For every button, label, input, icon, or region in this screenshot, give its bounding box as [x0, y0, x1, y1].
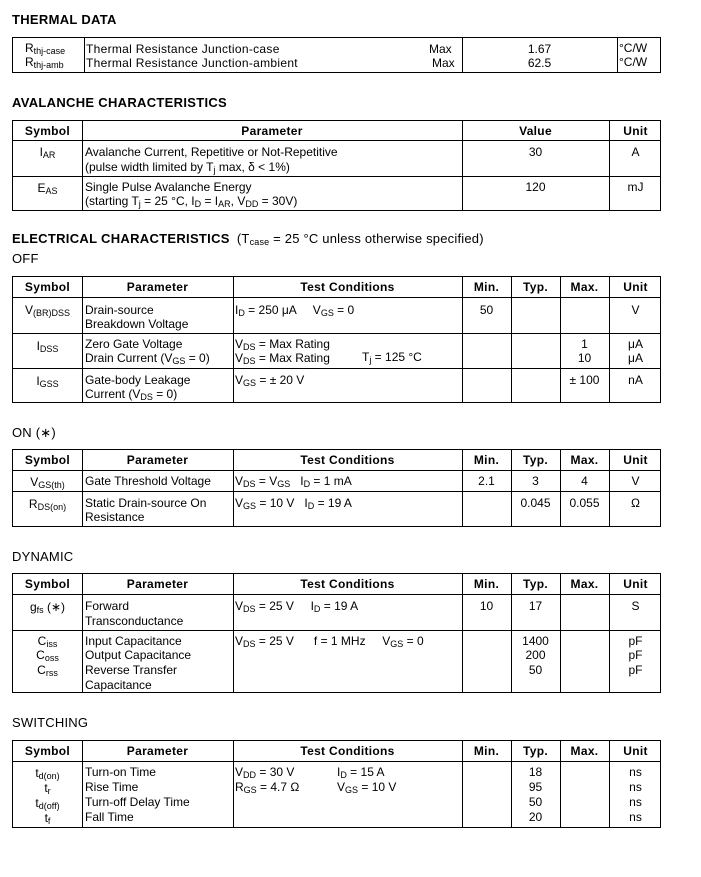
switching-parameter: Turn-off Delay Time — [85, 795, 190, 809]
dynamic-parameter: Capacitance — [85, 678, 152, 692]
on-test-condition: VDS = VGS ID = 1 mA — [235, 474, 352, 489]
col-header-symbol: Symbol — [24, 744, 71, 758]
col-header-unit: Unit — [623, 453, 648, 467]
col-header-symbol: Symbol — [24, 124, 71, 138]
avalanche-parameter-note: (starting Tj = 25 °C, ID = IAR, VDD = 30V) — [85, 194, 298, 209]
off-test-condition-temp: Tj = 125 °C — [362, 350, 422, 365]
off-test-condition: ID = 250 μA VGS = 0 — [235, 303, 355, 318]
off-unit: μA — [628, 351, 643, 365]
switching-symbol: tr — [44, 781, 51, 796]
on-title: ON (∗) — [12, 425, 56, 440]
thermal-unit: °C/W — [619, 41, 648, 55]
off-symbol: IDSS — [36, 339, 59, 354]
col-header-test-conditions: Test Conditions — [300, 280, 395, 294]
col-header-max: Max. — [570, 453, 599, 467]
col-header-symbol: Symbol — [24, 453, 71, 467]
dynamic-test-condition: VDS = 25 V ID = 19 A — [235, 599, 359, 614]
avalanche-title: AVALANCHE CHARACTERISTICS — [12, 95, 228, 110]
col-header-typ: Typ. — [523, 577, 548, 591]
col-header-unit: Unit — [623, 577, 648, 591]
on-table — [12, 449, 661, 527]
avalanche-parameter: Single Pulse Avalanche Energy — [85, 180, 252, 194]
avalanche-unit: A — [631, 145, 640, 159]
off-title: OFF — [12, 251, 39, 266]
col-header-parameter: Parameter — [241, 124, 303, 138]
col-header-test-conditions: Test Conditions — [300, 577, 395, 591]
on-unit: Ω — [631, 496, 640, 510]
off-parameter: Breakdown Voltage — [85, 317, 189, 331]
thermal-value: 1.67 — [527, 42, 552, 56]
on-parameter: Gate Threshold Voltage — [85, 474, 211, 488]
col-header-parameter: Parameter — [126, 280, 189, 294]
avalanche-symbol: EAS — [37, 181, 58, 196]
avalanche-parameter: Avalanche Current, Repetitive or Not-Repetitive — [85, 145, 338, 159]
dynamic-min: 10 — [479, 599, 494, 613]
switching-unit: ns — [629, 765, 642, 779]
col-header-max: Max. — [570, 744, 599, 758]
off-symbol: V(BR)DSS — [24, 303, 71, 318]
dynamic-symbol: Ciss — [37, 634, 58, 649]
switching-test-condition: ID = 15 A — [337, 765, 385, 780]
avalanche-value: 120 — [525, 180, 546, 194]
col-header-symbol: Symbol — [24, 280, 71, 294]
col-header-typ: Typ. — [523, 280, 548, 294]
col-header-parameter: Parameter — [126, 453, 189, 467]
col-header-min: Min. — [473, 280, 500, 294]
dynamic-unit: pF — [628, 663, 643, 677]
col-header-min: Min. — [473, 453, 500, 467]
switching-parameter: Rise Time — [85, 780, 139, 794]
on-unit: V — [631, 474, 640, 488]
off-symbol: IGSS — [36, 374, 59, 389]
off-max: 10 — [577, 351, 592, 365]
off-test-condition: VGS = ± 20 V — [235, 373, 305, 388]
dynamic-parameter: Input Capacitance — [85, 634, 182, 648]
on-symbol: VGS(th) — [30, 475, 65, 490]
off-min: 50 — [479, 303, 494, 317]
off-unit: V — [631, 303, 640, 317]
col-header-value: Value — [519, 124, 552, 138]
switching-title: SWITCHING — [12, 715, 89, 730]
switching-test-condition: VGS = 10 V — [337, 780, 397, 795]
dynamic-symbol: gfs (∗) — [29, 600, 66, 615]
electrical-title: ELECTRICAL CHARACTERISTICS — [12, 231, 230, 246]
off-unit: nA — [628, 373, 643, 387]
dynamic-title: DYNAMIC — [12, 549, 74, 564]
dynamic-typ: 1400 — [522, 634, 549, 648]
dynamic-parameter: Output Capacitance — [85, 648, 192, 662]
on-symbol: RDS(on) — [28, 497, 67, 512]
switching-typ: 95 — [528, 780, 543, 794]
on-max: 0.055 — [569, 496, 600, 510]
switching-unit: ns — [629, 810, 642, 824]
thermal-parameter: Thermal Resistance Junction-case — [86, 42, 280, 56]
thermal-limit: Max — [432, 56, 455, 70]
col-header-unit: Unit — [623, 744, 648, 758]
thermal-data-title: THERMAL DATA — [12, 12, 117, 27]
on-typ: 3 — [532, 474, 539, 488]
thermal-unit: °C/W — [619, 55, 648, 69]
switching-test-condition: RGS = 4.7 Ω — [235, 780, 300, 795]
off-max: ± 100 — [569, 373, 600, 387]
dynamic-parameter: Transconductance — [85, 614, 184, 628]
off-parameter: Gate-body Leakage — [85, 373, 191, 387]
switching-typ: 50 — [528, 795, 543, 809]
dynamic-typ: 50 — [528, 663, 543, 677]
on-typ: 0.045 — [520, 496, 551, 510]
on-test-condition: VGS = 10 V ID = 19 A — [235, 496, 352, 511]
col-header-typ: Typ. — [523, 453, 548, 467]
dynamic-unit: pF — [628, 634, 643, 648]
avalanche-table — [12, 120, 661, 211]
switching-typ: 20 — [528, 810, 543, 824]
col-header-typ: Typ. — [523, 744, 548, 758]
dynamic-table — [12, 573, 661, 693]
col-header-test-conditions: Test Conditions — [300, 453, 395, 467]
switching-unit: ns — [629, 780, 642, 794]
off-parameter: Current (VDS = 0) — [85, 387, 178, 402]
avalanche-value: 30 — [528, 145, 543, 159]
col-header-parameter: Parameter — [126, 577, 189, 591]
dynamic-typ: 17 — [528, 599, 543, 613]
switching-table — [12, 740, 661, 828]
off-max: 1 — [581, 337, 588, 351]
on-parameter: Resistance — [85, 510, 145, 524]
dynamic-parameter: Reverse Transfer — [85, 663, 178, 677]
avalanche-parameter-note: (pulse width limited by Tj max, δ < 1%) — [85, 160, 290, 175]
col-header-max: Max. — [570, 577, 599, 591]
off-test-condition: VDS = Max Rating — [235, 351, 330, 366]
switching-parameter: Turn-on Time — [85, 765, 156, 779]
dynamic-unit: S — [631, 599, 640, 613]
col-header-unit: Unit — [623, 280, 648, 294]
electrical-title-line — [12, 231, 484, 247]
col-header-min: Min. — [473, 744, 500, 758]
thermal-symbol: Rthj-amb — [25, 55, 64, 70]
switching-symbol: td(on) — [35, 766, 60, 781]
col-header-min: Min. — [473, 577, 500, 591]
on-max: 4 — [581, 474, 588, 488]
off-parameter: Zero Gate Voltage — [85, 337, 183, 351]
dynamic-typ: 200 — [525, 648, 546, 662]
dynamic-symbol: Coss — [36, 648, 59, 663]
switching-parameter: Fall Time — [85, 810, 134, 824]
on-parameter: Static Drain-source On — [85, 496, 207, 510]
thermal-parameter: Thermal Resistance Junction-ambient — [86, 56, 298, 70]
col-header-unit: Unit — [623, 124, 648, 138]
thermal-symbol: Rthj-case — [25, 41, 66, 56]
switching-test-condition: VDD = 30 V — [235, 765, 295, 780]
col-header-symbol: Symbol — [24, 577, 71, 591]
switching-symbol: td(off) — [35, 796, 60, 811]
thermal-limit: Max — [429, 42, 452, 56]
dynamic-unit: pF — [628, 648, 643, 662]
thermal-table — [12, 37, 661, 73]
dynamic-parameter: Forward — [85, 599, 130, 613]
off-unit: μA — [628, 337, 643, 351]
col-header-max: Max. — [570, 280, 599, 294]
switching-symbol: tf — [44, 811, 51, 826]
off-test-condition: VDS = Max Rating — [235, 337, 330, 352]
avalanche-symbol: IAR — [39, 145, 56, 160]
on-min: 2.1 — [478, 474, 495, 488]
switching-typ: 18 — [528, 765, 543, 779]
switching-unit: ns — [629, 795, 642, 809]
off-parameter: Drain Current (VGS = 0) — [85, 351, 210, 366]
col-header-parameter: Parameter — [126, 744, 189, 758]
avalanche-unit: mJ — [627, 180, 644, 194]
col-header-test-conditions: Test Conditions — [300, 744, 395, 758]
electrical-condition: (Tcase = 25 °C unless otherwise specified) — [236, 231, 484, 247]
dynamic-test-condition: VDS = 25 V f = 1 MHz VGS = 0 — [235, 634, 424, 649]
off-table — [12, 276, 661, 403]
off-parameter: Drain-source — [85, 303, 154, 317]
dynamic-symbol: Crss — [37, 663, 58, 678]
thermal-value: 62.5 — [527, 56, 552, 70]
